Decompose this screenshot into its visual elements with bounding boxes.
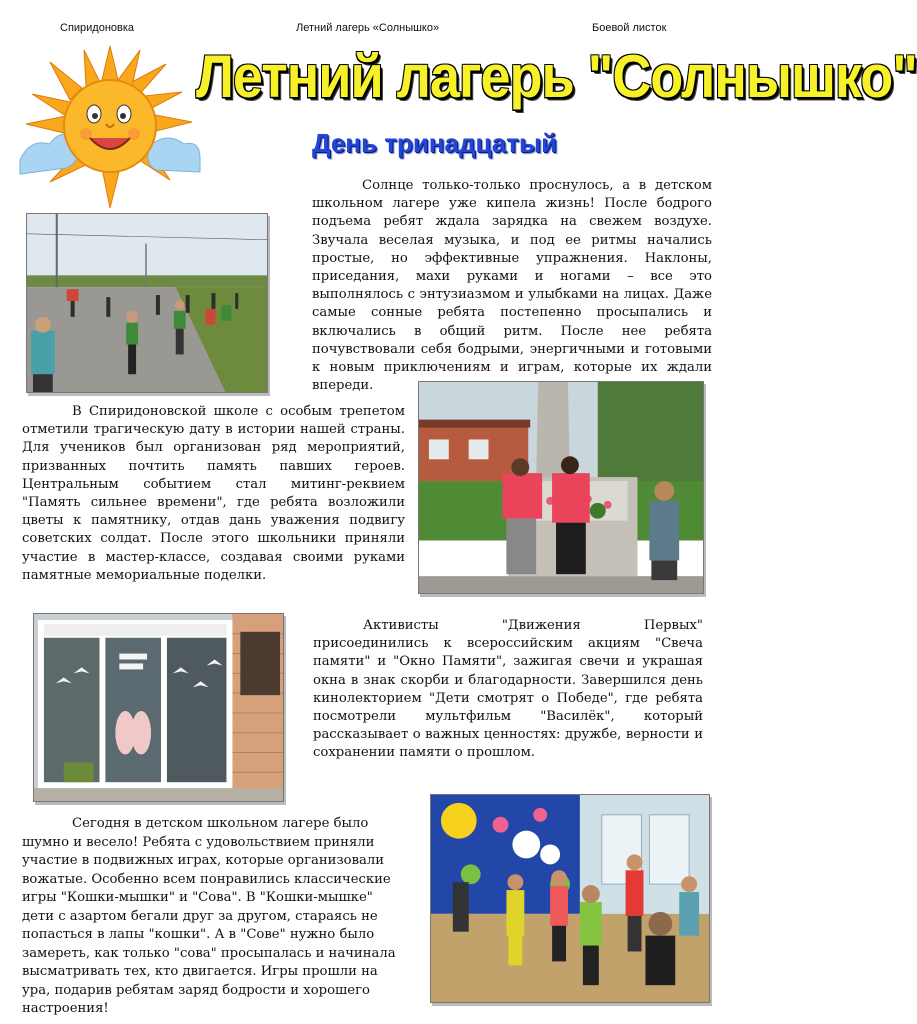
header-camp-name: Летний лагерь «Солнышко»: [296, 22, 440, 34]
page-title: Летний лагерь "Солнышко": [196, 43, 917, 111]
article-outdoor-games: Сегодня в детском школьном лагере было шумно и весело! Ребята с удовольствием приняли участие в подвижных играх, которые организовали вожатые. Особенно всем понравились классические игры "Кошки-мышки" и "Сова". В "Кошки-мышке" дети с азартом бегали друг за другом, стараясь не попасться в лапы "кошки". А в "Сове" нужно было замереть, как только "сова" просыпалась и начинала высматривать тех, кто двигается. Игры прошли на ура, подарив ребятам заряд бодрости и хорошего настроения!: [22, 816, 396, 1016]
sun-mascot-icon: [20, 40, 200, 212]
article-first-movement: Активисты "Движения Первых" присоединились к всероссийским акциям "Свеча памяти" и "Окно Памяти", зажигая свечи и украшая окна в знак скорби и благодарности. Завершился день кинолекторием "Дети смотрят о Победе", где ребята посмотрели мультфильм "Василёк", который рассказывает о важных ценностях: дружбе, верности и сохранении памяти о прошлом.: [313, 618, 703, 761]
window-of-memory-photo: [33, 613, 284, 802]
memorial-flowers-photo: [418, 381, 704, 594]
article-morning-exercise: Солнце только-только проснулось, а в детском школьном лагере уже кипела жизнь! После бодрого подъема ребят ждала зарядка на свежем воздухе. Звучала веселая музыка, и под ее ритмы начались простые, но эффективные упражнения. Наклоны, приседания, махи руками и ногами – все это выполнялось с энтузиазмом и улыбками на лицах. Даже самые сонные ребята постепенно просыпались и включались в общий ритм. После нее ребята почувствовали себя бодрыми, энергичными и готовыми к новым приключениям и играм, которые их ждали впереди.: [312, 178, 712, 394]
header-issue-type: Боевой листок: [592, 22, 667, 34]
article-memorial-day: В Спиридоновской школе с особым трепетом отметили трагическую дату в истории нашей страны. Для учеников был организован ряд мероприятий, призванных почтить память павших героев. Центральным событием стал митинг-реквием "Память сильнее времени", где ребята возложили цветы к памятнику, отдав дань уважения подвигу советских солдат. После этого школьники приняли участие в мастер-классе, создавая своими руками памятные мемориальные поделки.: [22, 404, 405, 583]
indoor-games-photo: [430, 794, 710, 1003]
header-location: Спиридоновка: [60, 22, 135, 34]
page-subtitle: День тринадцатый: [312, 128, 558, 158]
morning-exercise-photo: [26, 213, 268, 393]
